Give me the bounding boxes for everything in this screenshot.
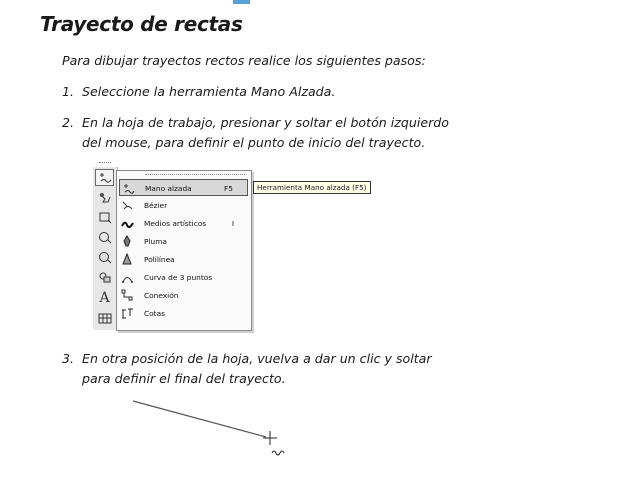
- step-number: 1.: [62, 84, 75, 99]
- menu-item-label: Bézier: [144, 201, 168, 210]
- step-text: Seleccione la herramienta Mano Alzada.: [82, 84, 336, 99]
- menu-item-label: Pluma: [144, 237, 167, 246]
- menu-item-label: Mano alzada: [145, 184, 192, 193]
- step-text-continued: para definir el final del trayecto.: [82, 371, 286, 386]
- step-number: 2.: [62, 115, 75, 130]
- menu-item-shortcut: I: [231, 219, 234, 228]
- straight-path-line: [133, 401, 266, 437]
- menu-item-label: Medios artísticos: [144, 219, 207, 228]
- menu-item-label: Conexión: [144, 291, 179, 300]
- step-text: En otra posición de la hoja, vuelva a dar un clic y soltar: [82, 351, 432, 366]
- menu-item-label: Curva de 3 puntos: [144, 273, 213, 282]
- menu-item-shortcut: F5: [224, 184, 233, 193]
- step-number: 3.: [62, 351, 75, 366]
- tooltip: Herramienta Mano alzada (F5): [253, 181, 371, 194]
- step-text: En la hoja de trabajo, presionar y soltar el botón izquierdo: [82, 115, 449, 130]
- page-title: Trayecto de rectas: [40, 12, 243, 36]
- menu-item-label: Cotas: [144, 309, 165, 318]
- text-icon: A: [99, 289, 110, 306]
- step-text-continued: del mouse, para definir el punto de inicio del trayecto.: [82, 135, 426, 150]
- intro-text: Para dibujar trayectos rectos realice los siguientes pasos:: [62, 53, 426, 68]
- freehand-cursor-icon: [263, 431, 284, 455]
- menu-item-label: Polilínea: [144, 255, 175, 264]
